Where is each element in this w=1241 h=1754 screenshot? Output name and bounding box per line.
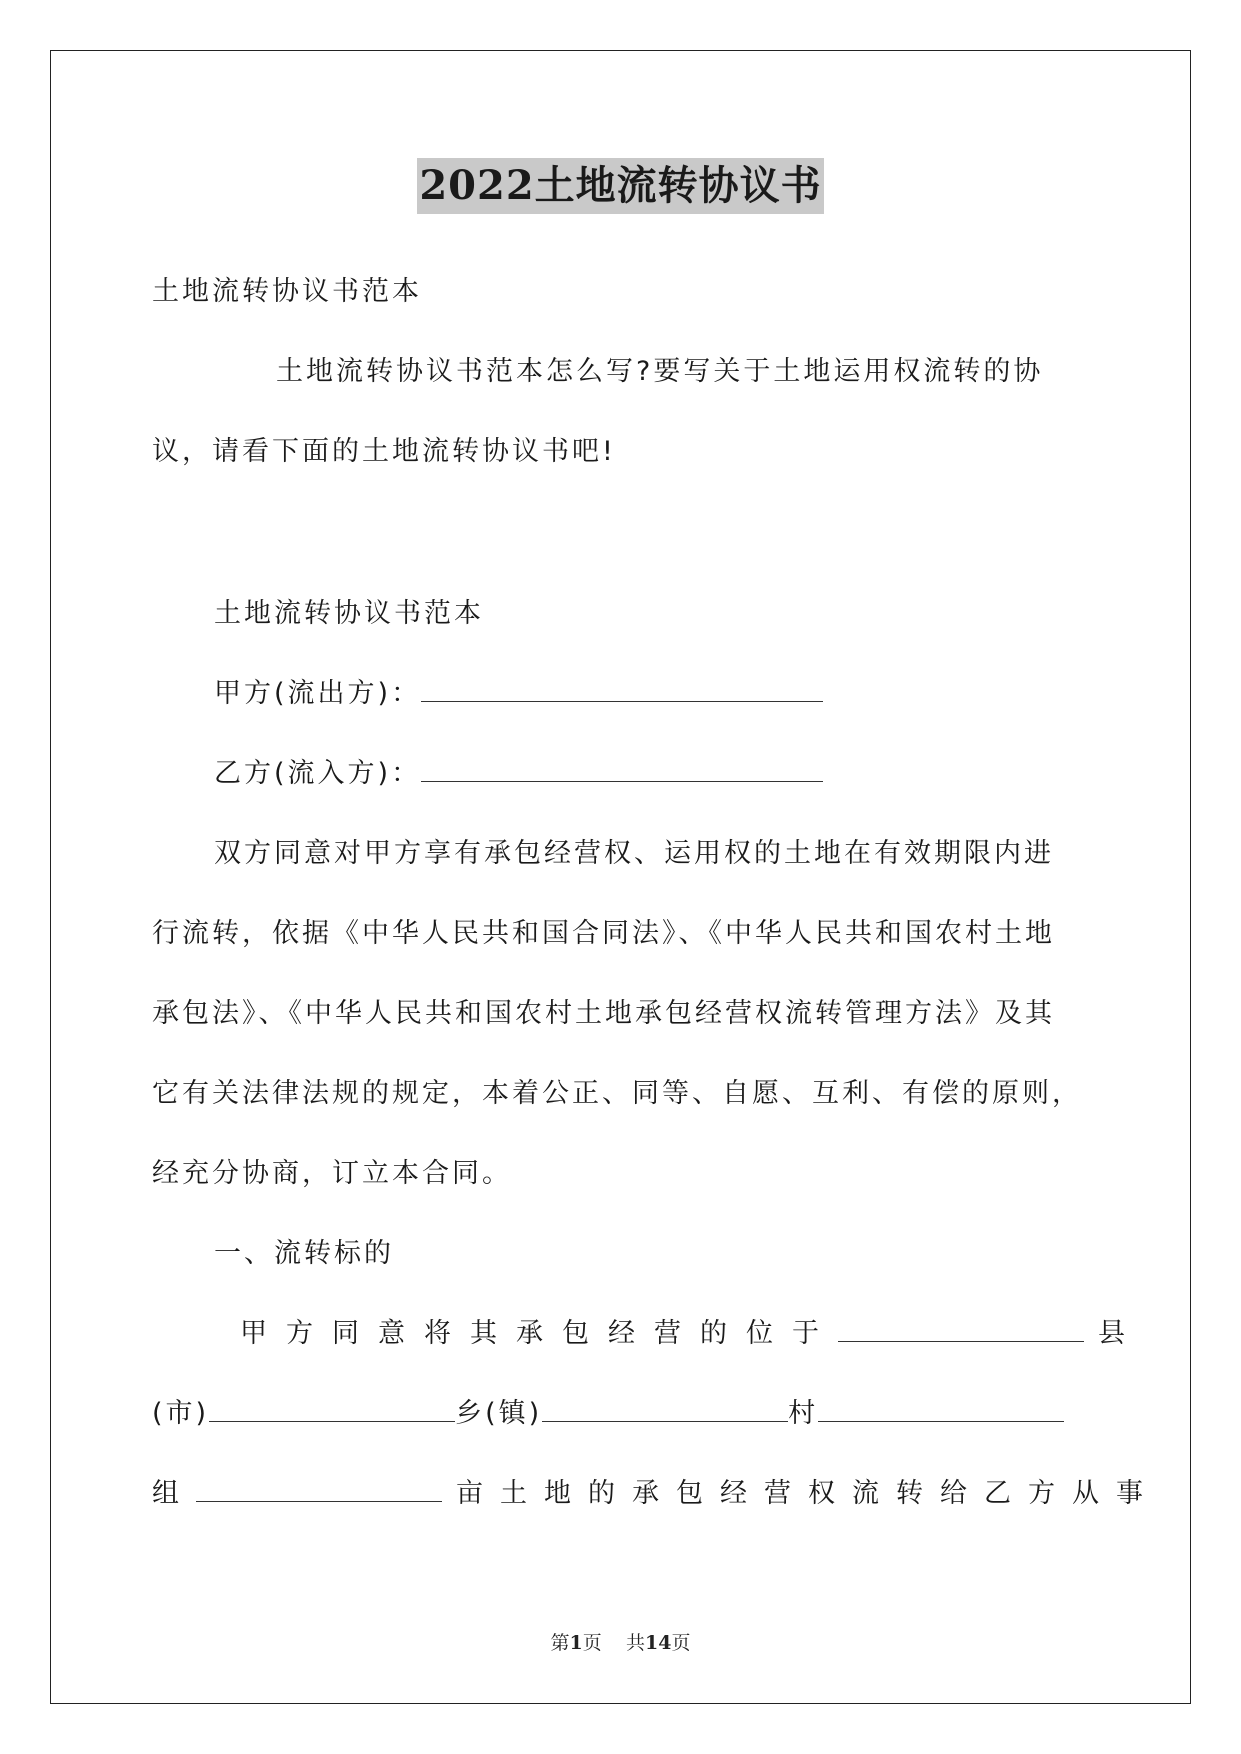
page-suffix: 页: [582, 1632, 602, 1654]
city-label: (市): [152, 1398, 210, 1429]
clause1-line1-text: 甲方同意将其承包经营的位于: [240, 1318, 838, 1349]
clause1-line-1: [240, 1314, 1128, 1354]
document-title: 2022土地流转协议书: [417, 158, 823, 214]
page-prefix: 第: [550, 1632, 570, 1654]
party-a-row: [214, 674, 823, 714]
clause1-line-3: [152, 1474, 1160, 1514]
total-prefix: 共: [625, 1632, 645, 1654]
total-suffix: 页: [671, 1632, 691, 1654]
party-b-row: [214, 754, 823, 794]
page-current: 1: [569, 1632, 583, 1654]
para1-line-2: 行流转，依据《中华人民共和国合同法》、《中华人民共和国农村土地: [152, 918, 1055, 949]
city-blank[interactable]: [209, 1395, 455, 1422]
para1-line-5: 经充分协商，订立本合同。: [152, 1158, 512, 1189]
village-blank[interactable]: [818, 1395, 1064, 1422]
document-subtitle: 土地流转协议书范本: [152, 276, 422, 307]
county-blank[interactable]: [838, 1315, 1084, 1342]
intro-line-2: 议，请看下面的土地流转协议书吧!: [152, 436, 616, 467]
group-blank[interactable]: [196, 1475, 442, 1502]
town-blank[interactable]: [542, 1395, 788, 1422]
party-a-blank[interactable]: [421, 675, 823, 702]
party-b-blank[interactable]: [421, 755, 823, 782]
page-footer: [0, 1628, 1241, 1655]
village-label: 村: [788, 1398, 819, 1429]
clause1-line-2: [152, 1394, 1064, 1434]
page-total: 14: [644, 1632, 672, 1654]
party-a-label: 甲方(流出方)：: [214, 678, 422, 709]
intro-line-1: 土地流转协议书范本怎么写?要写关于土地运用权流转的协: [276, 356, 1044, 387]
title-container: [0, 158, 1241, 214]
para1-line-4: 它有关法律法规的规定，本着公正、同等、自愿、互利、有偿的原则，: [152, 1078, 1082, 1109]
section-heading: 土地流转协议书范本: [214, 598, 484, 629]
party-b-label: 乙方(流入方)：: [214, 758, 422, 789]
group-label: 组: [152, 1478, 182, 1509]
clause1-line3-text: 亩土地的承包经营权流转给乙方从事: [456, 1478, 1160, 1509]
para1-line-3: 承包法》、《中华人民共和国农村土地承包经营权流转管理方法》及其: [152, 998, 1055, 1029]
para1-line-1: 双方同意对甲方享有承包经营权、运用权的土地在有效期限内进: [214, 838, 1054, 869]
town-label: 乡(镇): [455, 1398, 543, 1429]
clause1-heading: 一、流转标的: [214, 1238, 394, 1269]
county-label: 县: [1098, 1318, 1128, 1349]
